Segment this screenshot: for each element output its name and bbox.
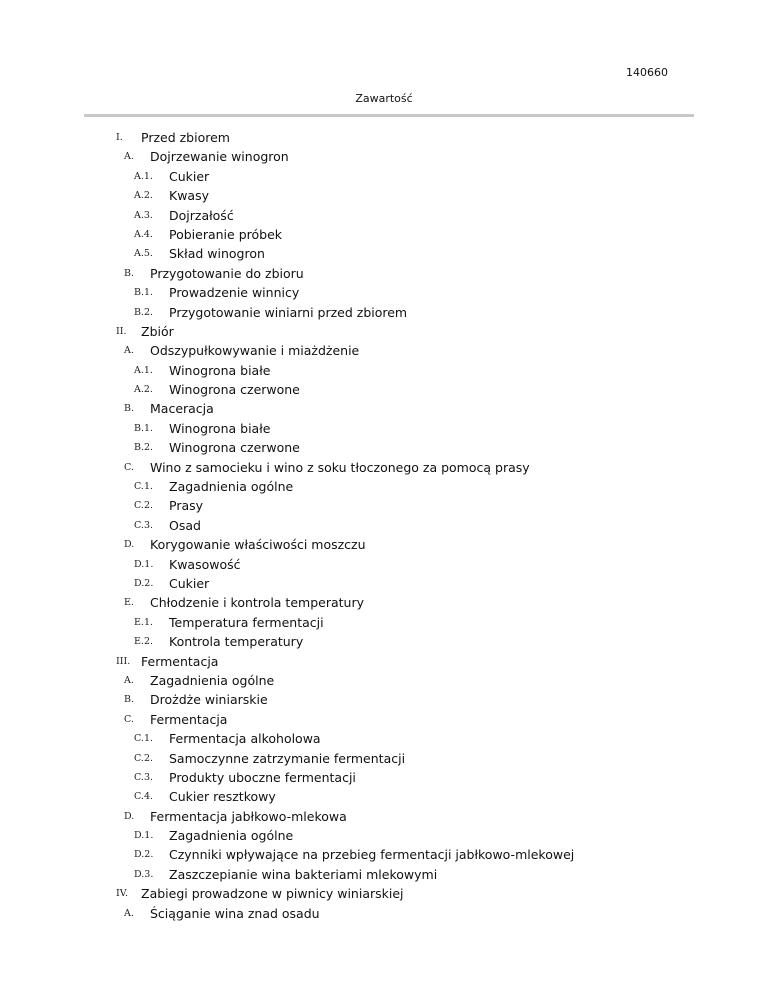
toc-entry-label[interactable]: Cukier <box>169 168 210 184</box>
toc-entry-label[interactable]: Skład winogron <box>169 246 265 262</box>
toc-entry-number: IV. <box>116 888 128 900</box>
toc-entry[interactable] <box>0 322 768 341</box>
toc-entry[interactable] <box>0 652 768 671</box>
toc-entry-label[interactable]: Osad <box>169 517 201 533</box>
toc-entry[interactable] <box>0 419 768 438</box>
toc-entry[interactable] <box>0 826 768 845</box>
toc-entry-number: D.1. <box>134 830 154 842</box>
toc-entry-number: A.1. <box>134 170 153 182</box>
toc-entry[interactable] <box>0 303 768 322</box>
toc-entry-number: A.1. <box>134 364 153 376</box>
toc-entry-label[interactable]: Zabiegi prowadzone w piwnicy winiarskiej <box>141 886 404 902</box>
toc-entry-number: C. <box>124 713 134 725</box>
toc-entry-label[interactable]: Przed zbiorem <box>141 130 230 145</box>
toc-entry-label[interactable]: Prowadzenie winnicy <box>169 285 300 301</box>
toc-entry-number: A.2. <box>134 384 153 396</box>
toc-entry-number: D.3. <box>134 868 154 880</box>
toc-entry-number: A.2. <box>134 190 153 202</box>
toc-entry[interactable] <box>0 884 768 903</box>
table-of-contents <box>0 128 768 923</box>
toc-entry-number: B. <box>124 267 135 279</box>
toc-entry-label[interactable]: Przygotowanie do zbioru <box>150 265 304 281</box>
toc-entry[interactable] <box>0 516 768 535</box>
toc-entry[interactable] <box>0 264 768 283</box>
toc-entry-number: B.2. <box>134 442 154 454</box>
toc-entry[interactable] <box>0 147 768 166</box>
toc-entry[interactable] <box>0 361 768 380</box>
toc-entry-number: C. <box>124 461 134 473</box>
toc-entry[interactable] <box>0 710 768 729</box>
toc-entry-number: C.1. <box>134 733 154 745</box>
toc-entry-number: A.5. <box>134 248 153 260</box>
toc-entry-number: C.2. <box>134 500 154 512</box>
toc-entry-label[interactable]: Samoczynne zatrzymanie fermentacji <box>169 750 406 766</box>
toc-entry-number: D.2. <box>134 849 154 861</box>
toc-entry-number: C.3. <box>134 771 154 783</box>
toc-entry[interactable] <box>0 729 768 748</box>
toc-entry[interactable] <box>0 458 768 477</box>
toc-entry-number: A. <box>124 674 134 686</box>
toc-entry-label[interactable]: Zbiór <box>141 323 174 339</box>
toc-entry[interactable] <box>0 206 768 225</box>
toc-entry[interactable] <box>0 225 768 244</box>
toc-entry-label[interactable]: Produkty uboczne fermentacji <box>169 769 356 785</box>
toc-entry-number: E. <box>124 597 134 609</box>
toc-entry[interactable] <box>0 845 768 864</box>
toc-entry-label[interactable]: Zagadnienia ogólne <box>169 479 294 495</box>
toc-entry[interactable] <box>0 535 768 554</box>
toc-entry-number: C.3. <box>134 519 154 531</box>
toc-entry[interactable] <box>0 186 768 205</box>
toc-entry-label[interactable]: Kwasy <box>169 188 209 204</box>
toc-entry-number: B.1. <box>134 287 154 299</box>
toc-entry-label[interactable]: Fermentacja jabłkowo-mlekowa <box>150 808 347 824</box>
toc-entry-label[interactable]: Cukier resztkowy <box>169 789 276 805</box>
toc-entry[interactable] <box>0 865 768 884</box>
toc-entry-number: B. <box>124 403 135 415</box>
toc-entry-label[interactable]: Fermentacja <box>150 711 228 727</box>
toc-entry-label[interactable]: Winogrona czerwone <box>169 382 300 398</box>
toc-entry[interactable] <box>0 574 768 593</box>
toc-entry-number: C.4. <box>134 791 154 803</box>
toc-entry[interactable] <box>0 128 768 147</box>
toc-entry[interactable] <box>0 477 768 496</box>
toc-entry-label[interactable]: Winogrona czerwone <box>169 440 300 456</box>
toc-entry[interactable] <box>0 768 768 787</box>
toc-entry-label[interactable]: Ściąganie wina znad osadu <box>150 905 320 921</box>
toc-entry[interactable] <box>0 787 768 806</box>
toc-entry-label[interactable]: Odszypułkowywanie i miażdżenie <box>150 343 360 359</box>
toc-entry[interactable] <box>0 904 768 923</box>
toc-entry-number: A. <box>124 345 134 357</box>
toc-entry[interactable] <box>0 341 768 360</box>
toc-entry-label[interactable]: Zagadnienia ogólne <box>150 672 275 688</box>
toc-entry-number: D. <box>124 539 135 551</box>
toc-entry-number: D.1. <box>134 558 154 570</box>
toc-entry-label[interactable]: Przygotowanie winiarni przed zbiorem <box>169 304 408 320</box>
toc-entry-number: I. <box>116 132 123 143</box>
toc-entry-label[interactable]: Winogrona białe <box>169 420 271 436</box>
toc-entry-label[interactable]: Prasy <box>169 498 204 514</box>
toc-entry-label[interactable]: Drożdże winiarskie <box>150 692 268 708</box>
toc-title: Zawartość <box>355 92 413 105</box>
toc-entry-label[interactable]: Korygowanie właściwości moszczu <box>150 537 366 553</box>
toc-entry[interactable] <box>0 632 768 651</box>
toc-entry-label[interactable]: Czynniki wpływające na przebieg fermentacji jabłkowo-mlekowej <box>169 847 575 863</box>
toc-entry-number: A. <box>124 907 134 919</box>
toc-entry-number: E.1. <box>134 616 154 628</box>
toc-entry-label[interactable]: Fermentacja alkoholowa <box>169 731 321 747</box>
toc-entry-number: B. <box>124 694 135 706</box>
toc-entry-number: B.2. <box>134 306 154 318</box>
toc-entry-number: D. <box>124 810 135 822</box>
toc-entry-number: A. <box>124 151 134 163</box>
toc-entry-number: B.1. <box>134 422 154 434</box>
toc-entry-label[interactable]: Wino z samocieku i wino z soku tłoczonego za pomocą prasy <box>150 459 530 475</box>
toc-entry[interactable] <box>0 690 768 709</box>
toc-entry[interactable] <box>0 807 768 826</box>
toc-entry-label[interactable]: Maceracja <box>150 401 214 417</box>
toc-entry-label[interactable]: Temperatura fermentacji <box>169 614 324 630</box>
toc-entry-number: III. <box>116 655 131 667</box>
toc-entry-label[interactable]: Kontrola temperatury <box>169 634 304 650</box>
toc-entry-number: II. <box>116 325 127 337</box>
toc-entry-label[interactable]: Zaszczepianie wina bakteriami mlekowymi <box>169 866 438 882</box>
toc-entry[interactable] <box>0 438 768 457</box>
toc-entry-label[interactable]: Kwasowość <box>169 556 241 572</box>
toc-entry[interactable] <box>0 244 768 263</box>
toc-entry-number: A.4. <box>134 228 153 240</box>
toc-entry[interactable] <box>0 496 768 515</box>
toc-entry[interactable] <box>0 593 768 612</box>
toc-entry-label[interactable]: Zagadnienia ogólne <box>169 828 294 844</box>
toc-entry[interactable] <box>0 613 768 632</box>
toc-entry-label[interactable]: Dojrzałość <box>169 207 234 223</box>
toc-entry[interactable] <box>0 399 768 418</box>
toc-entry[interactable] <box>0 167 768 186</box>
toc-entry-label[interactable]: Pobieranie próbek <box>169 226 283 242</box>
title-divider <box>84 114 694 117</box>
toc-entry-number: E.2. <box>134 636 154 648</box>
toc-entry[interactable] <box>0 671 768 690</box>
toc-entry[interactable] <box>0 749 768 768</box>
toc-entry-label[interactable]: Chłodzenie i kontrola temperatury <box>150 595 364 611</box>
toc-entry[interactable] <box>0 555 768 574</box>
toc-entry[interactable] <box>0 283 768 302</box>
toc-entry-label[interactable]: Fermentacja <box>141 653 219 669</box>
page-number: 140660 <box>626 66 668 79</box>
toc-entry-number: C.1. <box>134 481 154 493</box>
toc-entry[interactable] <box>0 380 768 399</box>
toc-entry-number: D.2. <box>134 577 154 589</box>
toc-entry-number: C.2. <box>134 752 154 764</box>
toc-entry-label[interactable]: Cukier <box>169 575 210 591</box>
toc-entry-label[interactable]: Dojrzewanie winogron <box>150 149 289 165</box>
toc-entry-number: A.3. <box>134 209 153 221</box>
toc-entry-label[interactable]: Winogrona białe <box>169 362 271 378</box>
